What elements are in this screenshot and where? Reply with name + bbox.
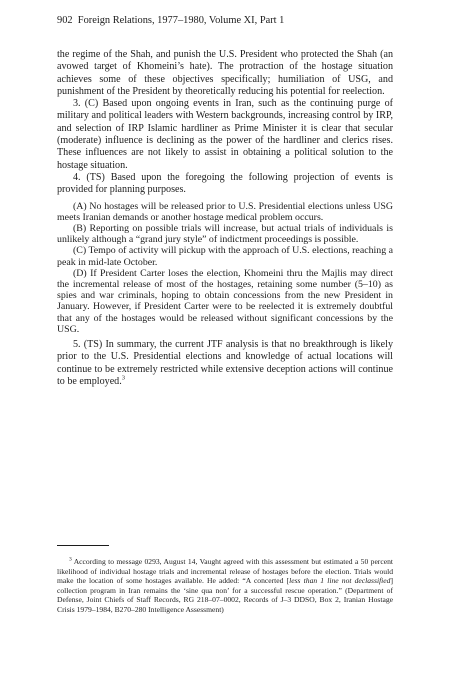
main-text (57, 49, 393, 388)
projection-item-b: (B) Reporting on possible trials will increase, but actual trials of individuals is unlikely although a “grand jury style” of indictment proceedings is possible. (57, 222, 393, 246)
header-title: Foreign Relations, 1977–1980, Volume XI, Part 1 (77, 15, 285, 26)
footnote-text (57, 557, 393, 615)
footnote-redaction-note: less than 1 line not declassified (289, 576, 391, 586)
paragraph-4: 4. (TS) Based upon the foregoing the following projection of events is provided for planning purposes. (57, 171, 393, 196)
footnote-divider (57, 545, 109, 546)
footnote (57, 557, 393, 615)
paragraph-5-text: 5. (TS) In summary, the current JTF analysis is that no breakthrough is likely prior to the U.S. Presidential elections and knowledge of actual locations will continue to be extremely restricted while extensive deception actions will continue to be employed. (57, 339, 393, 387)
projection-item-a: (A) No hostages will be released prior to U.S. Presidential elections unless USG meets Iranian demands or another hostage medical problem occurs. (57, 200, 393, 223)
footnote-marker: 3 (69, 556, 72, 563)
projection-item-c: (C) Tempo of activity will pickup with the approach of U.S. elections, reaching a peak in mid-late October. (57, 245, 393, 268)
footnote-text-part2: ] collection program in Iran remains the ‘sine qua non’ for a successful rescue operation.” (Department of Defense, Joint Chiefs of Staff Records, RG 218–07–0002, Records of J–3 DDSO, Box 2, Iranian Hostage Crisis 1979–1984, B270–280 Intelligence Assessment) (57, 576, 393, 614)
paragraph-5 (57, 339, 393, 388)
running-header (57, 14, 397, 27)
footnote-text-part1: According to message 0293, August 14, Vaught agreed with this assessment but estimated a 50 percent likelihood of individual hostage trials and incremental release of hostages before the election. Trials would make the location of some hostages available. He added: “A concerted [ (57, 557, 393, 586)
paragraph-continued: the regime of the Shah, and punish the U.S. President who protected the Shah (an avowed target of Khomeini’s hate). The protraction of the hostage situation achieves some of these objectives specifically; humiliation of USG, and punishment of the President by theoretically reducing his potential for reelection. (57, 49, 393, 97)
page-number: 902 (57, 15, 73, 26)
paragraph-3: 3. (C) Based upon ongoing events in Iran, such as the continuing purge of military and political leaders with Western backgrounds, increasing control by IRP, and selection of IRP Islamic hardliner as Prime Minister it is clear that secular (moderate) influence is declining as the power of the hardliner and clerics rises. These influences are not likely to assist in obtaining a political solution to the hostage situation. (57, 98, 393, 171)
projection-item-d: (D) If President Carter loses the election, Khomeini thru the Majlis may direct the incremental release of most of the hostages, retaining some number (5–10) as spies and war criminals, hoping to obtain concessions from the new President in January. However, if President Carter were to be reelected it is extremely doubtful that any of the hostages would be released without significant concessions by the USG. (57, 267, 393, 335)
footnote-reference[interactable]: 3 (121, 374, 126, 382)
